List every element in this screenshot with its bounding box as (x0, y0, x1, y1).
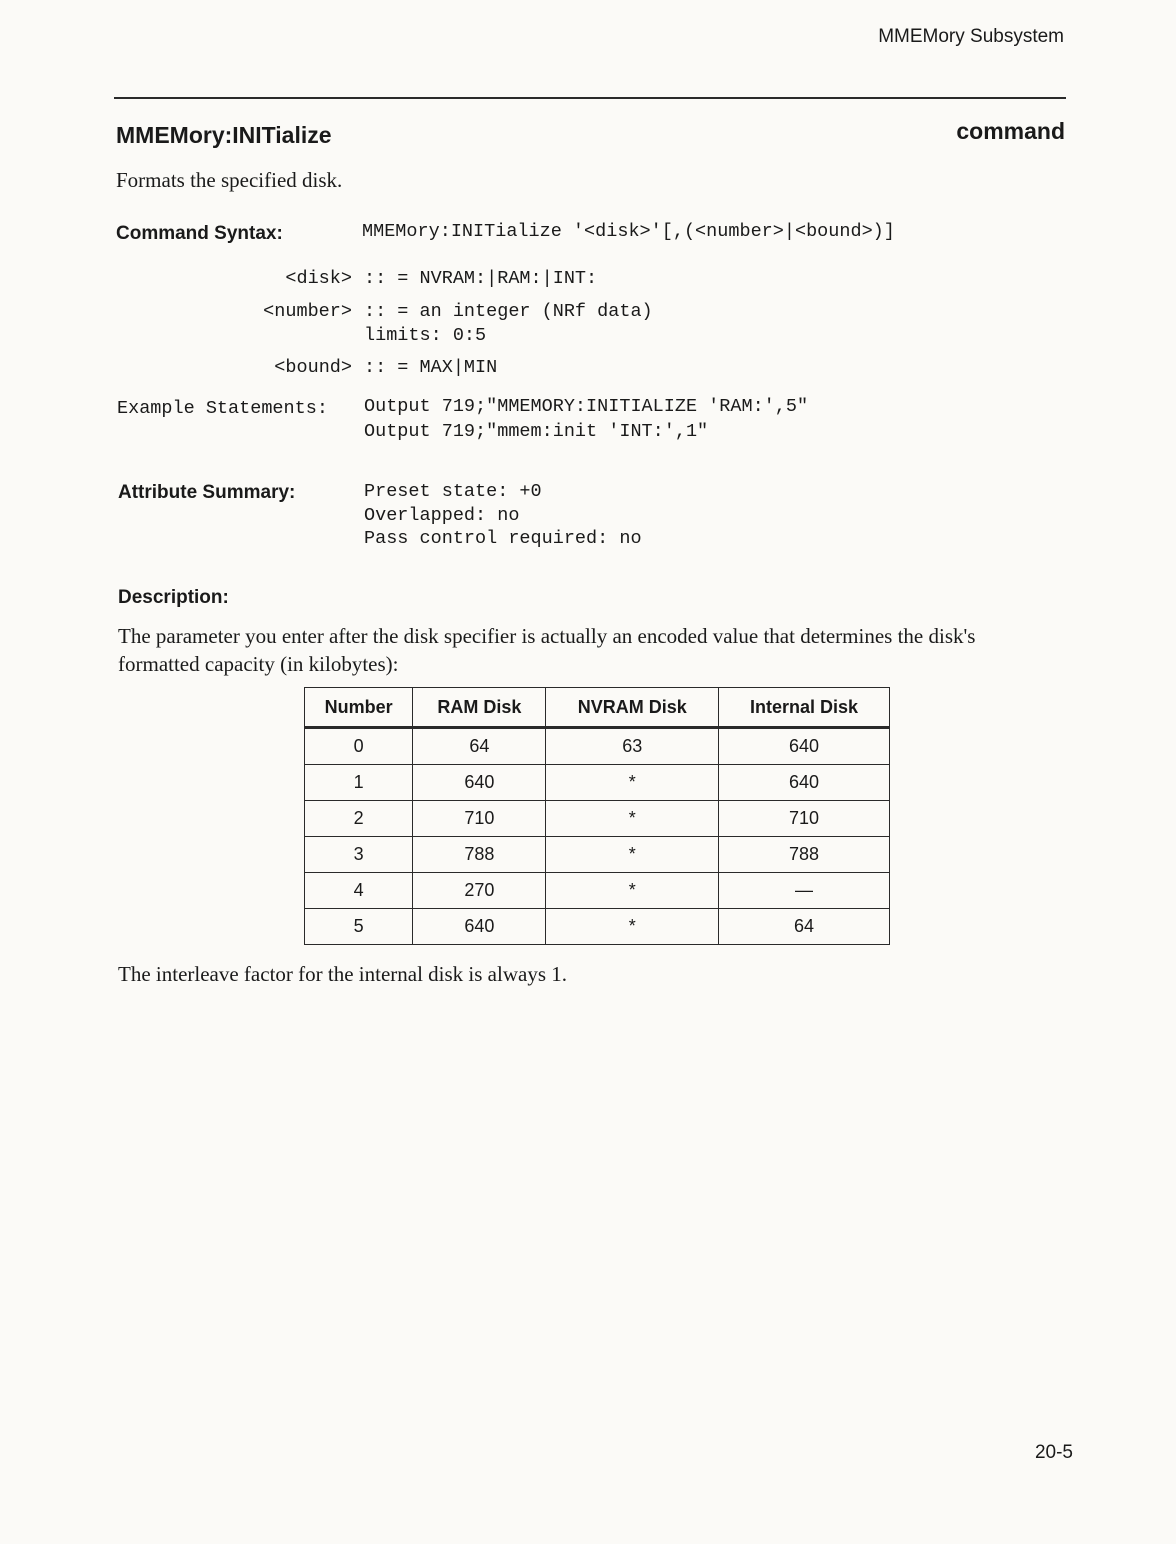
command-summary: Formats the specified disk. (116, 168, 343, 192)
description-paragraph: The parameter you enter after the disk specifier is actually an encoded value that determines the disk's formatted capacity (in kilobytes): (118, 624, 976, 676)
example-statement: Output 719;"MMEMORY:INITIALIZE 'RAM:',5" (364, 396, 809, 417)
table-cell: 5 (305, 909, 413, 945)
running-head: MMEMory Subsystem (878, 26, 1064, 47)
table-cell: * (546, 765, 719, 801)
column-header-number: Number (305, 688, 413, 728)
table-row (305, 837, 890, 873)
table-cell: 710 (413, 801, 546, 837)
table-cell: * (546, 909, 719, 945)
command-syntax-label: Command Syntax: (116, 223, 283, 244)
table-cell: 64 (413, 728, 546, 765)
table-cell: 640 (719, 728, 890, 765)
attribute-preset-state: Preset state: +0 (364, 481, 542, 502)
attribute-summary-label: Attribute Summary: (118, 482, 296, 503)
table-cell: 788 (413, 837, 546, 873)
definition-term-number: <number> (263, 301, 352, 322)
table-cell: * (546, 873, 719, 909)
page-number: 20-5 (1034, 1442, 1073, 1463)
table-cell: 3 (305, 837, 413, 873)
table-row (305, 909, 890, 945)
definition-term-bound: <bound> (274, 357, 352, 378)
table-row (305, 873, 890, 909)
command-syntax-text: MMEMory:INITialize '<disk>'[,(<number>|<bound>)] (362, 221, 895, 242)
table-row (305, 728, 890, 765)
table-row (305, 801, 890, 837)
definition-body-number: :: = an integer (NRf data) (364, 301, 653, 322)
table-cell: * (546, 801, 719, 837)
column-header-internal-disk: Internal Disk (719, 688, 890, 728)
table-cell: 64 (719, 909, 890, 945)
example-statements-label: Example Statements: (117, 398, 328, 419)
table-cell: 0 (305, 728, 413, 765)
table-cell: 640 (719, 765, 890, 801)
definition-body-bound: :: = MAX|MIN (364, 357, 498, 378)
table-row (305, 765, 890, 801)
table-cell: 4 (305, 873, 413, 909)
table-cell: 270 (413, 873, 546, 909)
definition-body-number-limits: limits: 0:5 (364, 325, 487, 346)
definition-term-disk: <disk> (285, 268, 352, 289)
attribute-overlapped: Overlapped: no (364, 505, 520, 526)
capacity-table (304, 687, 890, 945)
header-rule (114, 97, 1066, 99)
command-type-label: command (956, 118, 1065, 144)
table-cell: 788 (719, 837, 890, 873)
example-statement: Output 719;"mmem:init 'INT:',1" (364, 421, 709, 442)
table-header-row (305, 688, 890, 728)
column-header-ram-disk: RAM Disk (413, 688, 546, 728)
table-cell: 63 (546, 728, 719, 765)
command-title: MMEMory:INITialize (116, 122, 332, 148)
definition-body-disk: :: = NVRAM:|RAM:|INT: (364, 268, 598, 289)
table-cell: 710 (719, 801, 890, 837)
interleave-note: The interleave factor for the internal disk is always 1. (118, 962, 567, 986)
column-header-nvram-disk: NVRAM Disk (546, 688, 719, 728)
table-cell: 1 (305, 765, 413, 801)
table-cell: * (546, 837, 719, 873)
table-cell: 640 (413, 765, 546, 801)
table-cell: 2 (305, 801, 413, 837)
table-cell: — (719, 873, 890, 909)
attribute-pass-control: Pass control required: no (364, 528, 642, 549)
table-cell: 640 (413, 909, 546, 945)
description-label: Description: (118, 587, 229, 608)
